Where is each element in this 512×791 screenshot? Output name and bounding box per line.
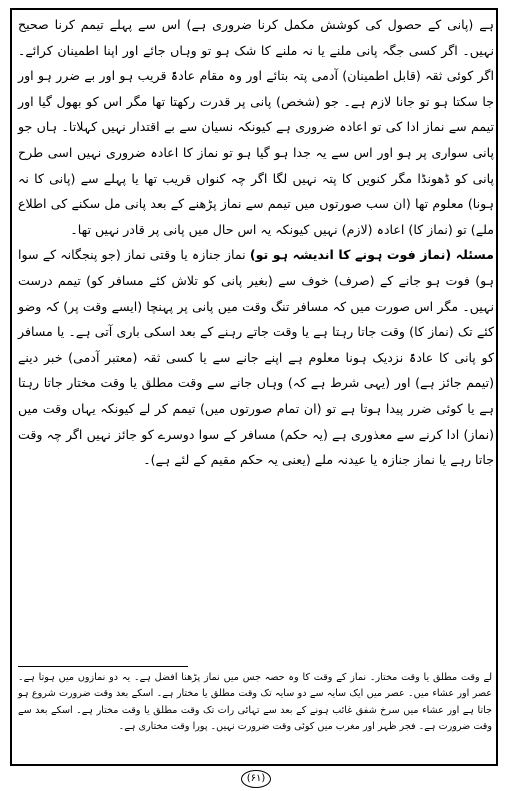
paragraph: ہے (پانی کے حصول کی کوشش مکمل کرنا ضروری ہے) اس سے پہلے تیمم کرنا صحیح نہیں۔ اگر کسی جگہ پانی ملنے یا نہ ملنے کا شک ہو تو وہاں جائے اور اپنا اطمینان کرائے۔ اگر کوئی ثقہ (قابل اطمینان) آدمی پتہ بتائے اور وہ مقام عادۃً قریب ہو اور بے ضرر ہو اور جا سکتا ہو تو جانا لازم ہے۔ جو (شخص) پانی پر قدرت رکھتا تھا مگر اس کو بھول گیا اور تیمم سے نماز ادا کی تو اعادہ ضروری ہے کیونکہ نسیان سے بے اقتدار نہیں کہلاتا۔ ہاں جو پانی سواری پر ہو اور اس سے یہ جدا ہو گیا ہو تو نماز کا اعادہ ضروری نہیں اسی طرح پانی کو ڈھونڈا مگر کنویں کا پتہ نہیں لگا اگر چہ کنواں قریب تھا یا پہلے سے (پانی کا نہ ہونا) معلوم تھا (ان سب صورتوں میں تیمم سے نماز پڑھنے کے بعد پانی مل سکنے کی اطلاع ملے) تو (نماز کا) اعادہ (لازم) نہیں کیونکہ یہ اس حال میں پانی پر قادر نہیں تھا۔ [18,17,494,237]
main-text [18,12,494,473]
footnote: لے وقت مطلق یا وقت مختار۔ نماز کے وقت کا وہ حصہ جس میں نماز پڑھنا افضل ہے۔ یہ دو نمازوں میں ہوتا ہے۔ عصر اور عشاء میں۔ عصر میں ایک سایہ سے دو سایہ تک وقت مطلق یا مختار ہے۔ اسکے بعد وقت ضرورت شروع ہو جاتا ہے اور عشاء میں سرخ شفق غائب ہونے کے بعد سے تہائی رات تک وقت مطلق یا وقت مختار ہے۔ اسکے بعد سے وقت ضرورت ہے۔ فجر ظہر اور مغرب میں کوئی وقت ضرورت نہیں۔ پورا وقت مختاری ہے۔ [18,672,492,732]
masala-paragraph [18,242,494,472]
masala-body: نماز جنازہ یا وقتی نماز (جو پنجگانہ کے سوا ہو) فوت ہو جانے کے (صرف) خوف سے (بغیر پانی کو تلاش کئے مسافر کو) تیمم درست نہیں۔ مگر اس صورت میں کہ مسافر تنگ وقت میں پانی پر پہنچا (ایسے وقت پر) کہ وضو کئے تک (نماز کا) وقت جاتا رہتا ہے یا وقت جاتے رہنے کے بعد اسکی باری آتی ہے۔ یا مسافر کو پانی کا عادۃً نزدیک ہونا معلوم ہے اپنے جانے سے یا کسی ثقہ (معتبر آدمی) خبر دینے (تیمم جائز ہے) اور (یہی شرط ہے کہ) وہاں جانے سے وقت مطلق یا وقت مختار جاتا رہتا ہے یا کوئی ضرر پیدا ہوتا ہے تو (ان تمام صورتوں میں) تیمم کر لے کیونکہ یہاں وقت میں (نماز) ادا کرنے سے معذوری ہے (یہ حکم) مسافر کے سوا دوسرے کو جائز نہیں اگر چہ وقت جاتا رہے یا نماز جنازہ یا عیدنہ ملے (یعنی یہ حکم مقیم کے لئے ہے)۔ [18,247,494,468]
footnotes [18,670,492,735]
page-number: (۶۱) [241,770,271,788]
masala-heading: مسئلہ (نماز فوت ہونے کا اندیشہ ہو تو) [249,247,494,263]
footnote-divider [18,666,188,667]
